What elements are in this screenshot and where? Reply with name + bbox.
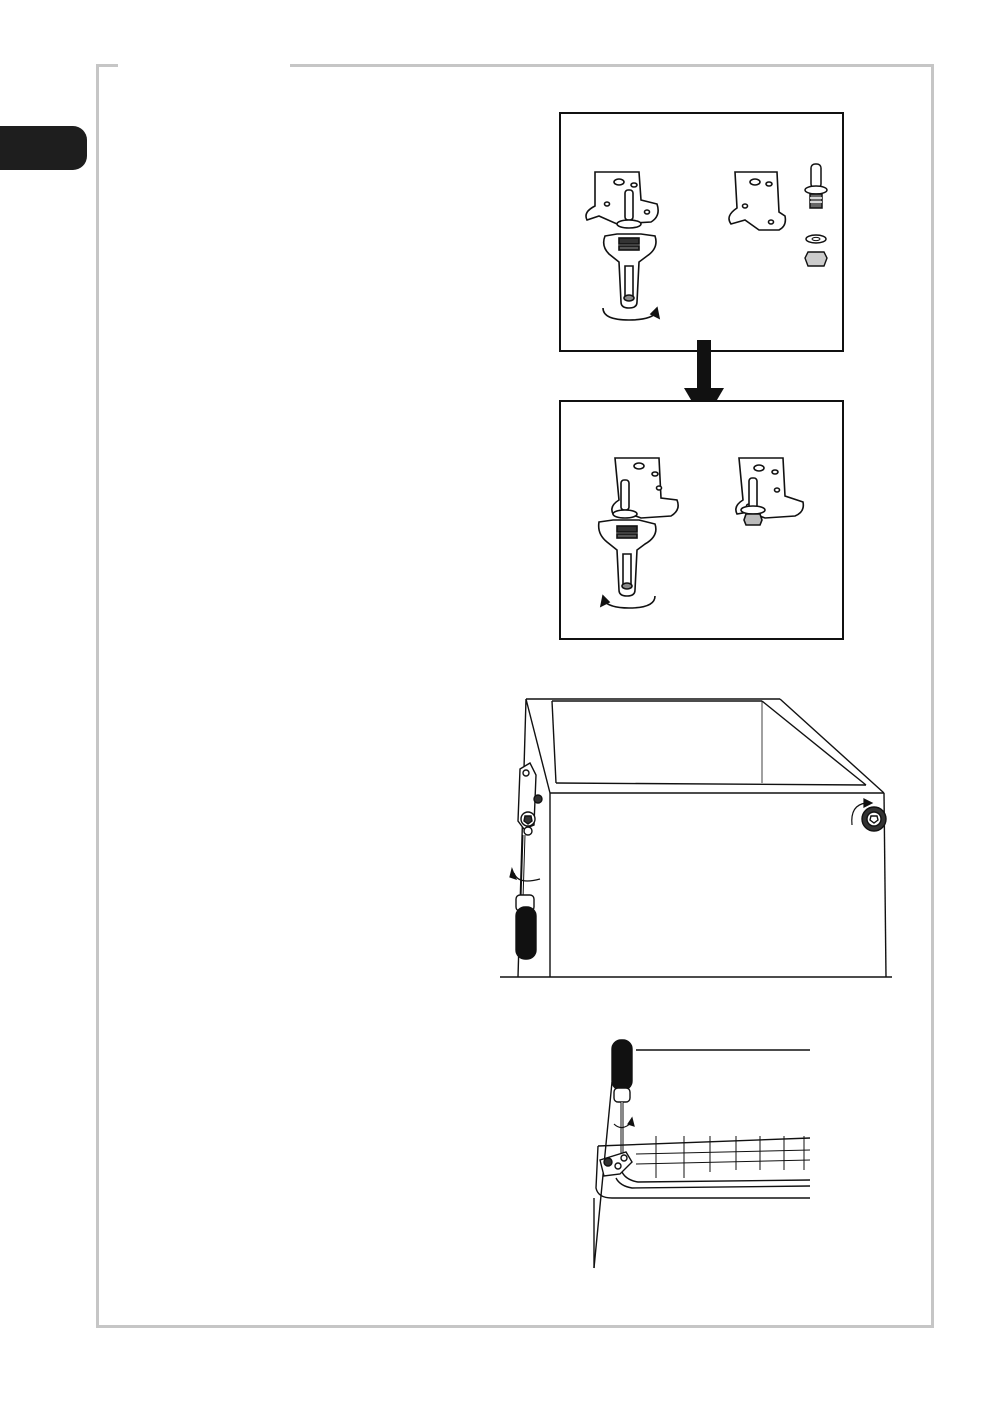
rotation-arrow-icon	[510, 869, 540, 881]
nut-icon	[805, 252, 827, 266]
screwdriver-icon	[516, 835, 536, 959]
shelf-ribs	[636, 1136, 810, 1178]
cabinet-outline	[500, 699, 892, 977]
side-tab	[0, 126, 87, 170]
figure-hinge-before	[559, 112, 845, 353]
adjustable-foot-icon	[862, 807, 886, 831]
hinge-plate	[518, 763, 542, 835]
figure-cabinet-bottom	[592, 1038, 816, 1270]
figure-hinge-after	[559, 400, 845, 641]
rotation-arrow-icon	[614, 1118, 634, 1128]
frame-gap	[118, 60, 290, 70]
hinge-bracket-right	[729, 172, 785, 230]
down-arrow-icon	[697, 340, 711, 392]
figure-cabinet-top	[500, 695, 892, 981]
screwdriver-icon	[612, 1040, 632, 1162]
